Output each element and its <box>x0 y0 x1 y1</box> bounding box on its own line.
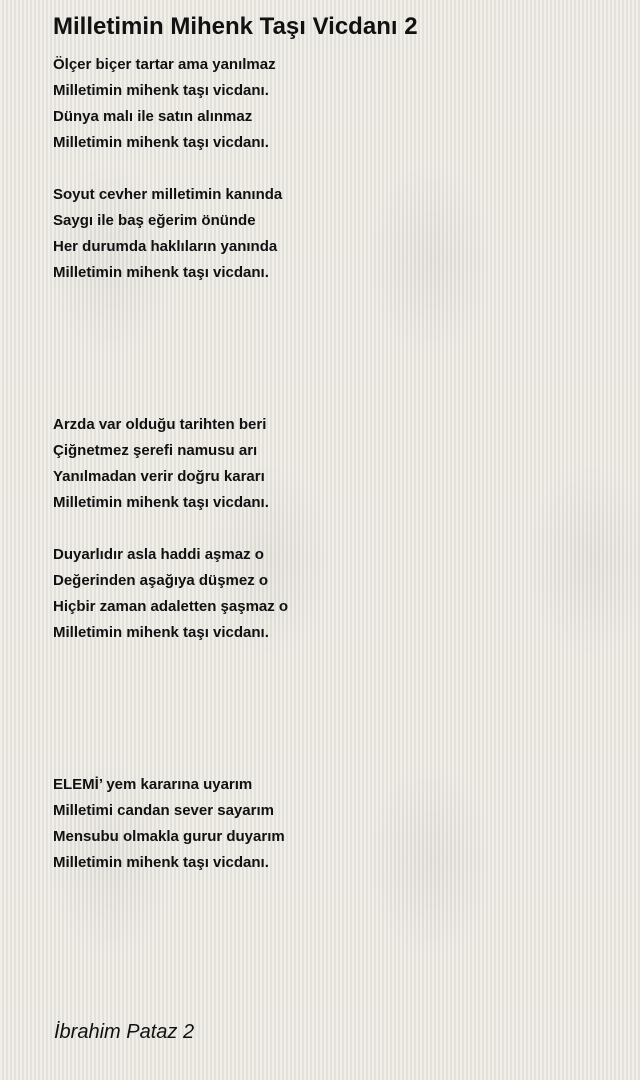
poem-line: ELEMİ’ yem kararına uyarım <box>53 776 253 793</box>
poem-line: Milletimin mihenk taşı vicdanı. <box>53 82 269 99</box>
poem-line: Mensubu olmakla gurur duyarım <box>53 828 285 845</box>
author-name: İbrahim Pataz 2 <box>54 1021 195 1043</box>
stanza-2 <box>53 182 282 286</box>
poem-line: Çiğnetmez şerefi namusu arı <box>53 442 258 459</box>
poem-title: Milletimin Mihenk Taşı Vicdanı 2 <box>53 13 418 40</box>
poem-line: Hiçbir zaman adaletten şaşmaz o <box>53 598 289 615</box>
poem-line: Milletimin mihenk taşı vicdanı. <box>53 854 269 871</box>
stanza-1 <box>53 52 276 156</box>
poem-line: Yanılmadan verir doğru kararı <box>53 468 265 485</box>
poem-line: Arzda var olduğu tarihten beri <box>53 416 267 433</box>
poem-line: Değerinden aşağıya düşmez o <box>53 572 269 589</box>
poem-line: Her durumda haklıların yanında <box>53 238 278 255</box>
poem-line: Milletimin mihenk taşı vicdanı. <box>53 264 269 281</box>
stanza-5 <box>53 772 285 876</box>
poem-line: Duyarlıdır asla haddi aşmaz o <box>53 546 264 563</box>
poem-line: Dünya malı ile satın alınmaz <box>53 108 253 125</box>
stanza-4 <box>53 542 288 646</box>
stanza-3 <box>53 412 269 516</box>
poem-line: Milletimi candan sever sayarım <box>53 802 274 819</box>
poem-line: Milletimin mihenk taşı vicdanı. <box>53 134 269 151</box>
poem-line: Milletimin mihenk taşı vicdanı. <box>53 624 269 641</box>
poem-line: Saygı ile baş eğerim önünde <box>53 212 256 229</box>
poem-line: Soyut cevher milletimin kanında <box>53 186 283 203</box>
poem-line: Milletimin mihenk taşı vicdanı. <box>53 494 269 511</box>
poem-line: Ölçer biçer tartar ama yanılmaz <box>53 56 276 73</box>
